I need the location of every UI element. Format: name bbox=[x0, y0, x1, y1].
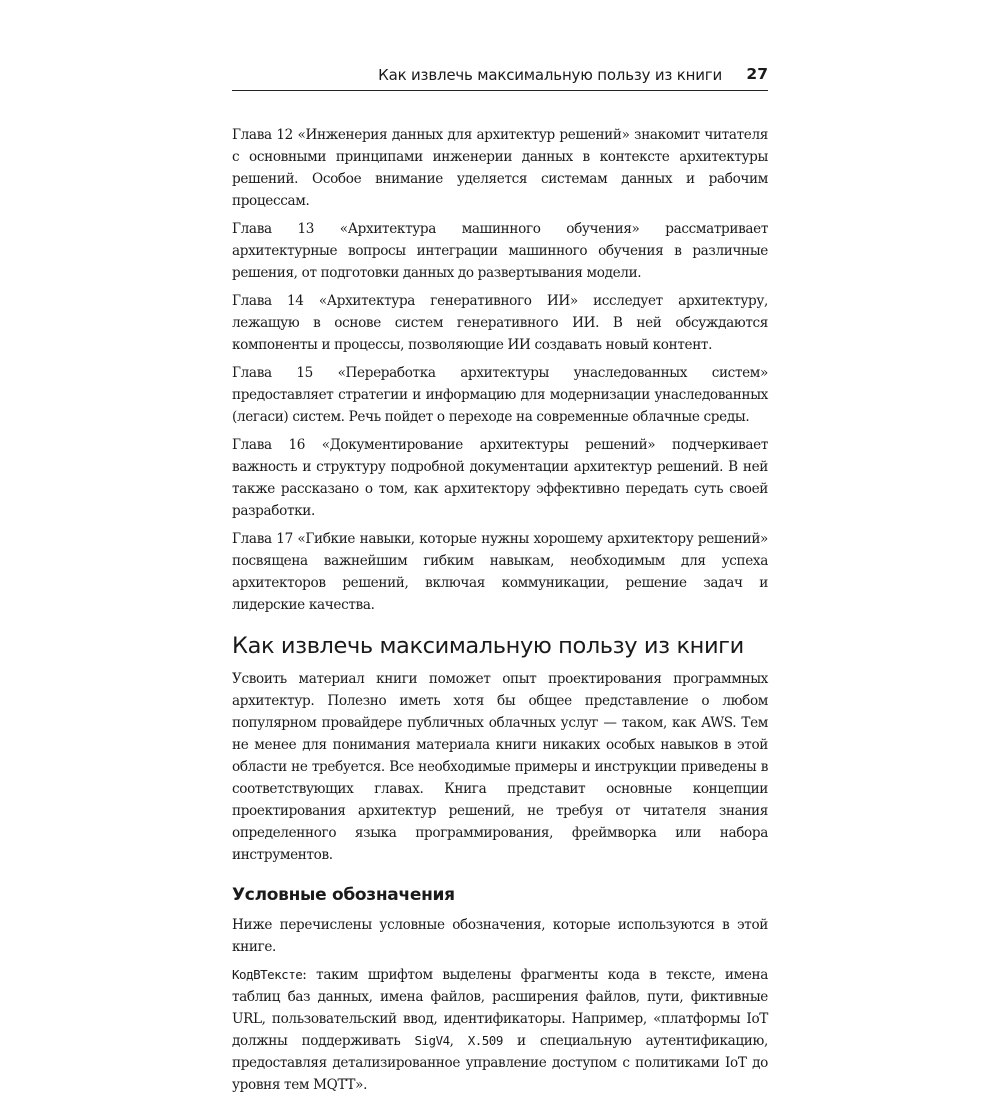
code-x509: X.509 bbox=[467, 1033, 503, 1048]
chapter-17-paragraph: Глава 17 «Гибкие навыки, которые нужны хорошему архитектору решений» посвящена важнейшим гибким навыкам, необходимым для успеха архитекторов решений, включая коммуникации, решение задач и лидерские качества. bbox=[232, 531, 768, 613]
code-description-part-2: и специальную аутентификацию, предоставляя детализированное управление доступом с политиками IoT до уровня тем MQTT». bbox=[232, 1033, 768, 1093]
section-heading: Как извлечь максимальную пользу из книги bbox=[232, 633, 744, 659]
chapter-15-paragraph: Глава 15 «Переработка архитектуры унаследованных систем» предоставляет стратегии и информацию для модернизации унаследованных (легаси) систем. Речь пойдет о переходе на современные облачные среды. bbox=[232, 365, 768, 425]
chapter-16-paragraph: Глава 16 «Документирование архитектуры решений» подчеркивает важность и структуру подробной документации архитектур решений. В ней также рассказано о том, как архитектору эффективно передать суть своей разработки. bbox=[232, 437, 768, 519]
code-description-part-1: : таким шрифтом выделены фрагменты кода в тексте, имена таблиц баз данных, имена файлов, расширения файлов, пути, фиктивные URL, пользовательский ввод, идентификаторы. Например, «платформы IoT должны поддерживать bbox=[232, 967, 768, 1049]
chapter-14-paragraph: Глава 14 «Архитектура генеративного ИИ» исследует архитектуру, лежащую в основе систем генеративного ИИ. В ней обсуждаются компоненты и процессы, позволяющие ИИ создавать новый контент. bbox=[232, 293, 768, 353]
code-sigv4: SigV4 bbox=[414, 1033, 450, 1048]
conventions-intro: Ниже перечислены условные обозначения, которые используются в этой книге. bbox=[232, 917, 768, 955]
section-body-paragraph: Усвоить материал книги поможет опыт проектирования программных архитектур. Полезно иметь хотя бы общее представление о любом популярном провайдере публичных облачных услуг — таком, как AWS. Тем не менее для понимания материала книги никаких особых навыков в этой области не требуется. Все необходимые примеры и инструкции приведены в соответствующих главах. Книга представит основные концепции проектирования архитектур решений, не требуя от читателя знания определенного языка программирования, фреймворка или набора инструментов. bbox=[232, 671, 768, 863]
page-content bbox=[232, 124, 768, 1102]
page-number: 27 bbox=[746, 65, 768, 83]
chapter-13-paragraph: Глава 13 «Архитектура машинного обучения» рассматривает архитектурные вопросы интеграции машинного обучения в различные решения, от подготовки данных до развертывания модели. bbox=[232, 221, 768, 281]
running-header-title: Как извлечь максимальную пользу из книги bbox=[378, 66, 722, 84]
code-convention-paragraph bbox=[232, 964, 768, 1096]
running-header bbox=[232, 62, 768, 91]
chapter-12-paragraph: Глава 12 «Инженерия данных для архитектур решений» знакомит читателя с основными принципами инженерии данных в контексте архитектуры решений. Особое внимание уделяется системам данных и рабочим процессам. bbox=[232, 127, 768, 209]
code-term: КодВТексте bbox=[232, 967, 303, 982]
conventions-heading: Условные обозначения bbox=[232, 885, 455, 905]
code-separator: , bbox=[449, 1033, 468, 1049]
